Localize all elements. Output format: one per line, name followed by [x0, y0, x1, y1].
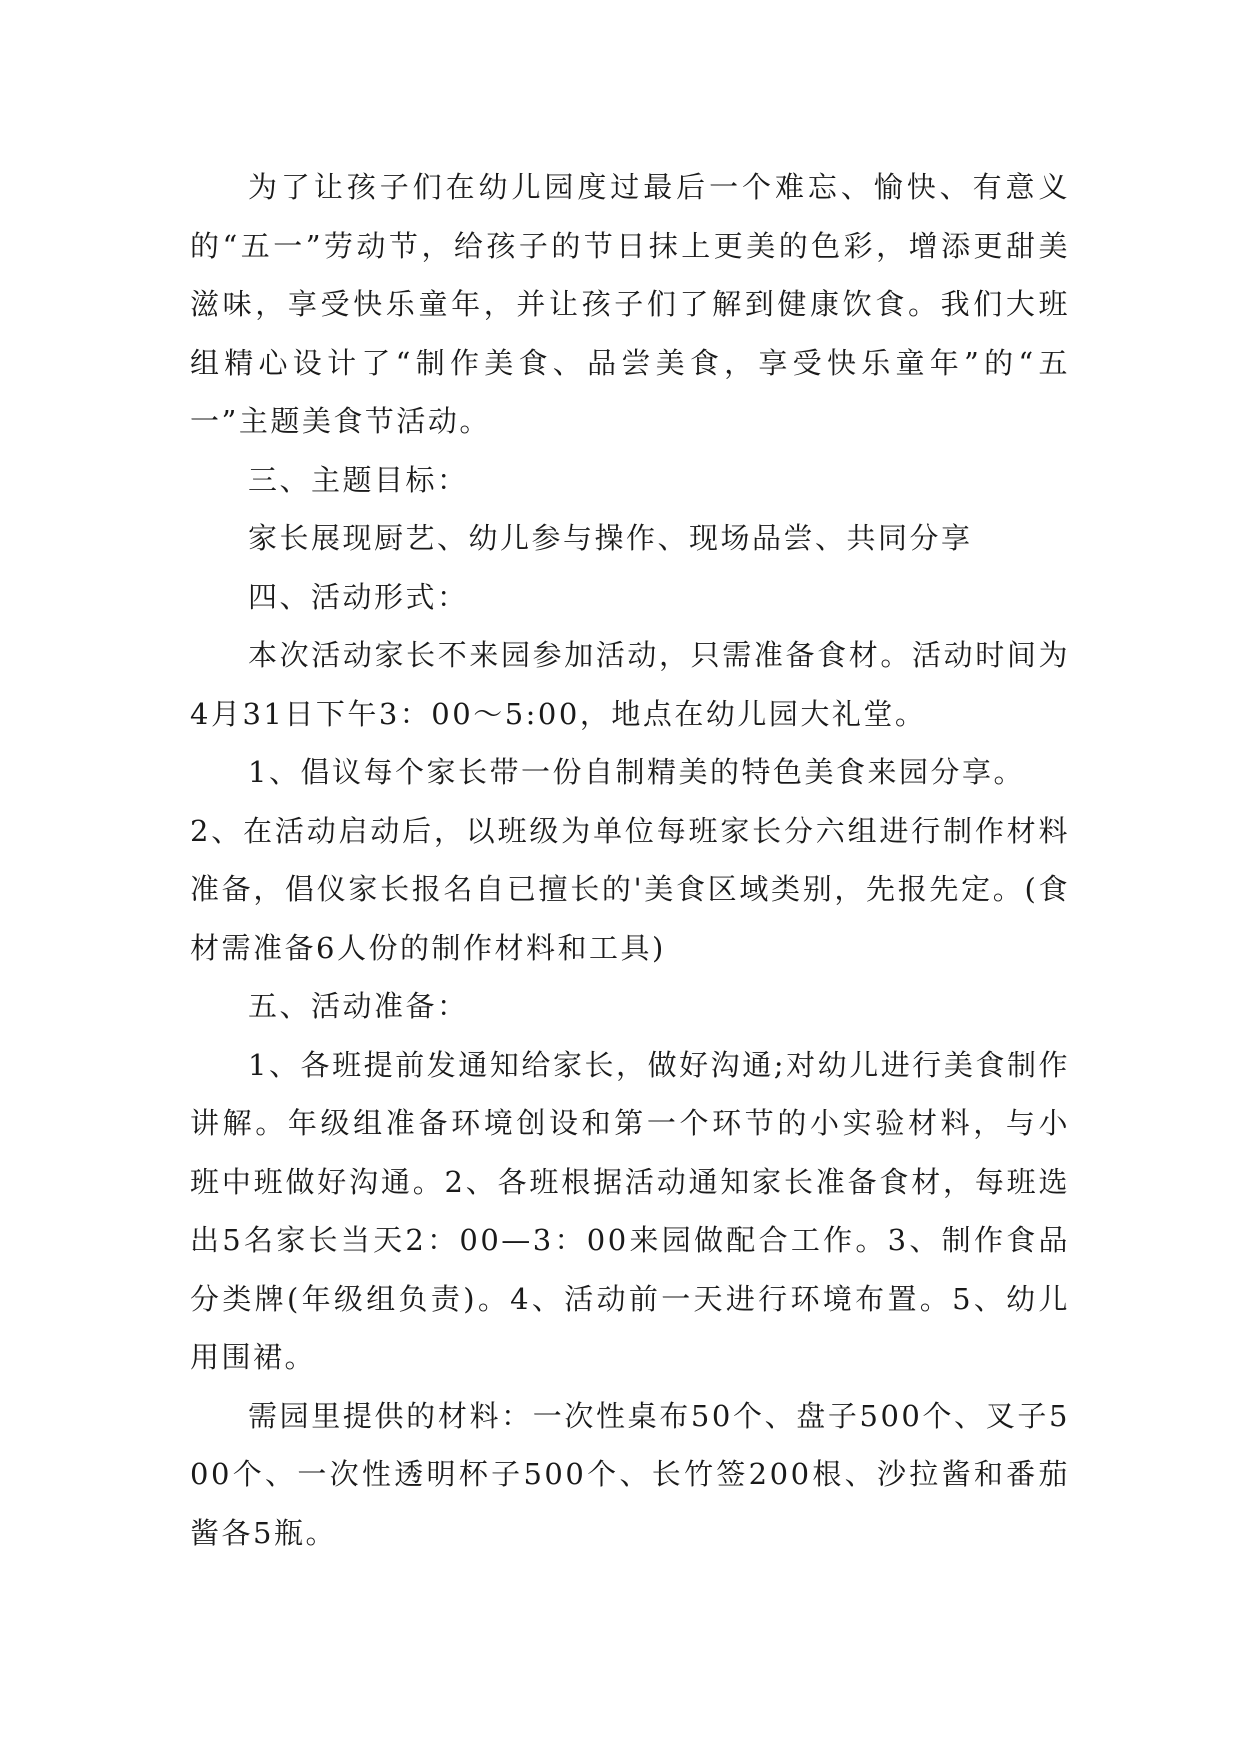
paragraph-proposal-1: 1、倡议每个家长带一份自制精美的特色美食来园分享。 — [248, 755, 1025, 789]
paragraph-activity-prep: 1、各班提前发通知给家长，做好沟通;对幼儿进行美食制作讲解。年级组准备环境创设和第一个环节的小实验材料，与小班中班做好沟通。2、各班根据活动通知家长准备食材，每班选出5名家长当天2：00—3：00来园做配合工作。3、制作食品分类牌(年级组负责)。4、活动前一天进行环境布置。5、幼儿用围裙。 — [190, 1047, 1070, 1374]
heading-activity-format: 四、活动形式： — [248, 579, 469, 614]
document-body — [190, 158, 1070, 1562]
paragraph-proposal-2: 2、在活动启动后，以班级为单位每班家长分六组进行制作材料准备，倡仪家长报名自已擅长的'美食区域类别，先报先定。(食材需准备6人份的制作材料和工具) — [190, 813, 1070, 965]
paragraph-activity-format: 本次活动家长不来园参加活动，只需准备食材。活动时间为4月31日下午3：00～5:00，地点在幼儿园大礼堂。 — [190, 638, 1070, 731]
paragraph-theme-goals: 家长展现厨艺、幼儿参与操作、现场品尝、共同分享 — [248, 521, 973, 555]
heading-activity-prep: 五、活动准备： — [248, 989, 469, 1023]
paragraph-materials: 需园里提供的材料：一次性桌布50个、盘子500个、叉子500个、一次性透明杯子500个、长竹签200根、沙拉酱和番茄酱各5瓶。 — [190, 1398, 1070, 1550]
paragraph-intro: 为了让孩子们在幼儿园度过最后一个难忘、愉快、有意义的“五一”劳动节，给孩子的节日抹上更美的色彩，增添更甜美滋味，享受快乐童年，并让孩子们了解到健康饮食。我们大班组精心设计了“制作美食、品尝美食，享受快乐童年”的“五一”主题美食节活动。 — [190, 170, 1070, 438]
heading-theme-goals: 三、主题目标： — [248, 462, 469, 497]
